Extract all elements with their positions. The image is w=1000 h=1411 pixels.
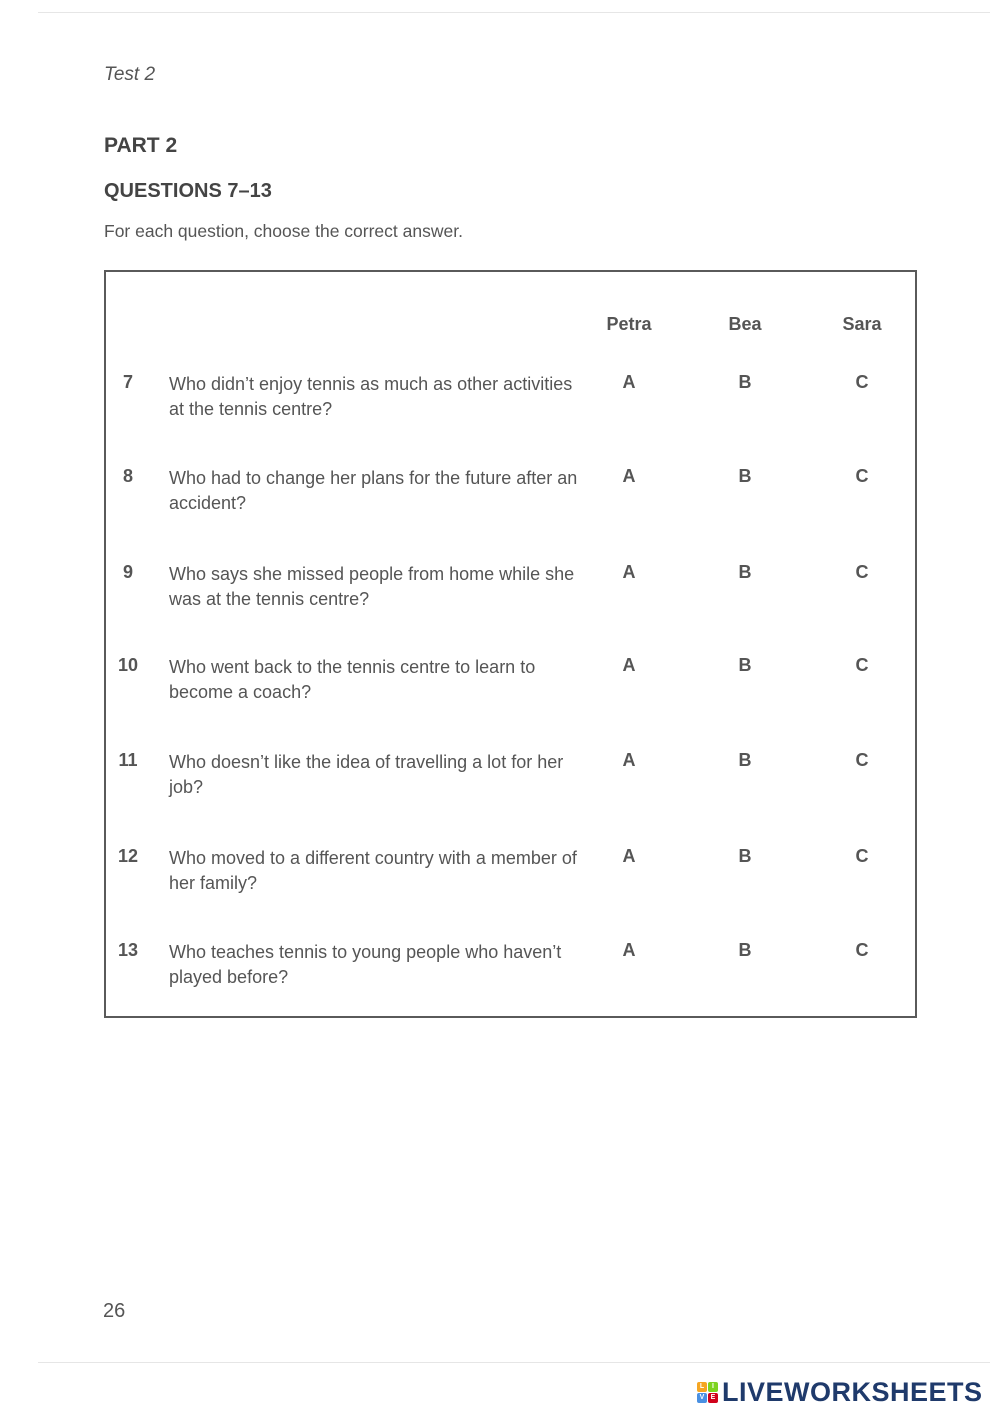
option-c[interactable]: C — [855, 940, 869, 960]
question-row-13 — [0, 940, 1000, 1000]
option-b[interactable]: B — [738, 466, 752, 486]
option-a[interactable]: A — [622, 940, 636, 960]
question-row-10 — [0, 655, 1000, 715]
logo-tile-l: L — [697, 1382, 707, 1392]
logo-tile-v: V — [697, 1393, 707, 1403]
question-text: Who didn’t enjoy tennis as much as other activities at the tennis centre? — [169, 374, 573, 419]
option-c[interactable]: C — [855, 655, 869, 675]
option-c[interactable]: C — [855, 466, 869, 486]
option-c[interactable]: C — [855, 846, 869, 866]
part-heading: PART 2 — [104, 134, 178, 157]
question-row-8 — [0, 466, 1000, 526]
question-number: 13 — [117, 940, 139, 960]
question-text: Who teaches tennis to young people who haven’t played before? — [169, 942, 562, 987]
liveworksheets-logo[interactable] — [697, 1376, 983, 1408]
question-row-9 — [0, 562, 1000, 622]
question-number: 7 — [122, 372, 133, 392]
questions-heading: QUESTIONS 7–13 — [104, 180, 272, 202]
question-text: Who moved to a different country with a member of her family? — [169, 848, 577, 893]
option-a[interactable]: A — [622, 655, 636, 675]
liveworksheets-wordmark: LIVEWORKSHEETS — [722, 1376, 983, 1407]
running-head: Test 2 — [104, 64, 156, 85]
option-a[interactable]: A — [622, 846, 636, 866]
column-header-sara: Sara — [842, 314, 882, 334]
option-a[interactable]: A — [622, 466, 636, 486]
option-a[interactable]: A — [622, 372, 636, 392]
question-row-11 — [0, 750, 1000, 810]
liveworksheets-icon — [697, 1382, 718, 1403]
question-text: Who went back to the tennis centre to learn to become a coach? — [169, 657, 536, 702]
option-b[interactable]: B — [738, 562, 752, 582]
logo-tile-e: E — [708, 1393, 718, 1403]
question-number: 12 — [117, 846, 139, 866]
logo-tile-i: I — [708, 1382, 718, 1392]
option-c[interactable]: C — [855, 750, 869, 770]
question-text: Who had to change her plans for the future after an accident? — [169, 468, 578, 513]
question-text: Who doesn’t like the idea of travelling a lot for her job? — [169, 752, 564, 797]
option-b[interactable]: B — [738, 846, 752, 866]
page-number: 26 — [103, 1300, 126, 1322]
question-number: 9 — [122, 562, 133, 582]
option-c[interactable]: C — [855, 372, 869, 392]
page-bottom-rule — [38, 1362, 990, 1363]
column-header-petra: Petra — [606, 314, 652, 334]
question-number: 8 — [122, 466, 133, 486]
option-b[interactable]: B — [738, 655, 752, 675]
question-row-7 — [0, 372, 1000, 432]
question-text: Who says she missed people from home while she was at the tennis centre? — [169, 564, 575, 609]
question-number: 10 — [117, 655, 139, 675]
option-c[interactable]: C — [855, 562, 869, 582]
page-top-rule — [38, 12, 990, 13]
instruction-text: For each question, choose the correct answer. — [104, 221, 463, 241]
question-row-12 — [0, 846, 1000, 906]
option-a[interactable]: A — [622, 750, 636, 770]
question-number: 11 — [118, 750, 138, 770]
column-header-bea: Bea — [728, 314, 762, 334]
option-b[interactable]: B — [738, 372, 752, 392]
option-b[interactable]: B — [738, 940, 752, 960]
option-a[interactable]: A — [622, 562, 636, 582]
option-b[interactable]: B — [738, 750, 752, 770]
